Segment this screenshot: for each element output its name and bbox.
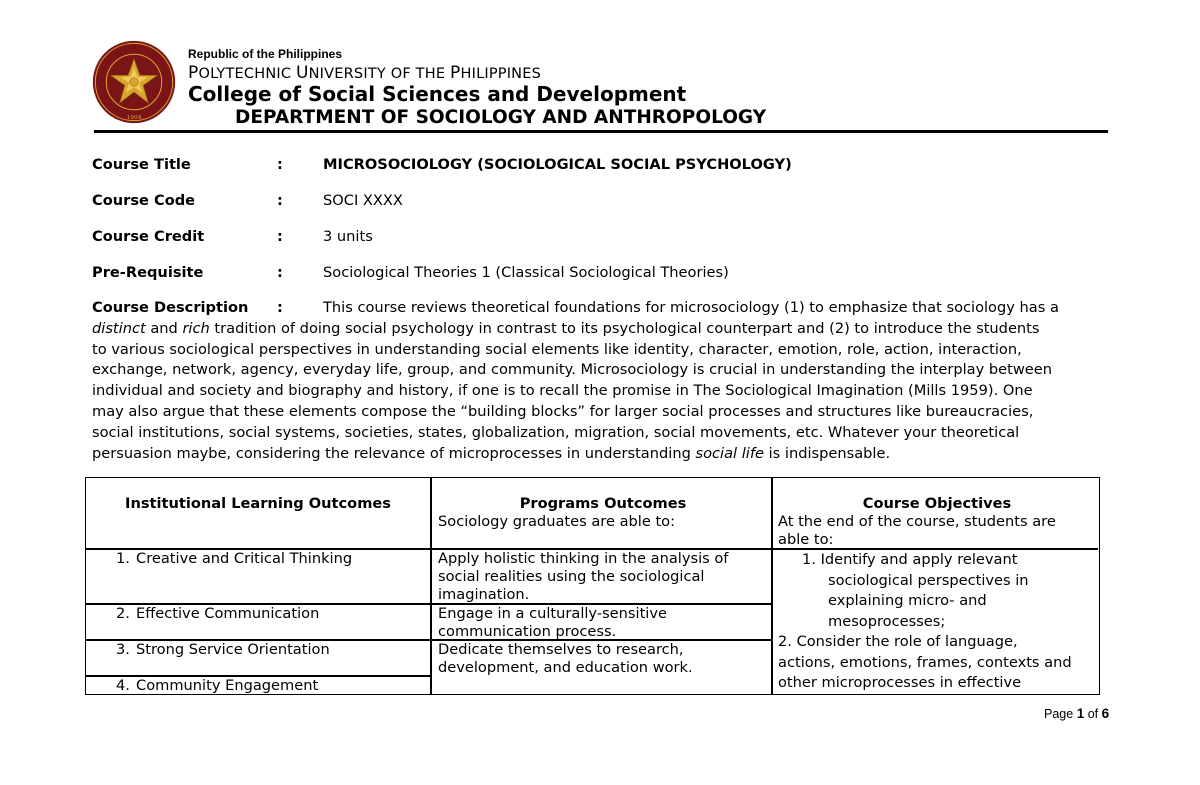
course-description: Course Description : This course reviews theoretical foundations for microsociology (1) to emphasize that sociology has a distinct and rich tradition of doing social psychology in contrast to its psychological counterpart and (2) to introduce the students to various sociological perspectives in understanding social elements like identity, character, emotion, role, action, interaction, exchange, network, agency, everyday life, group, and community. Microsociology is crucial in understanding the interplay between individual and society and biography and history, if one is to recall the promise in The Sociological Imagination (Mills 1959). One may also argue that these elements compose the “building blocks” for larger social processes and structures like bureaucracies, social institutions, social systems, societies, states, globalization, migration, social movements, etc. Whatever your theoretical persuasion maybe, considering the relevance of microprocesses in understanding social life is indispensable. — [92, 299, 1059, 462]
po-item: Apply holistic thinking in the analysis of social realities using the sociological imagination. — [438, 550, 729, 603]
svg-text:1904: 1904 — [126, 114, 142, 121]
course-code-label: Course Code — [92, 192, 196, 209]
course-title-value: MICROSOCIOLOGY (SOCIOLOGICAL SOCIAL PSYCHOLOGY) — [323, 156, 792, 173]
course-objectives-list: 1. Identify and apply relevant sociological perspectives in explaining micro- and mesoprocesses; 2. Consider the role of language, actions, emotions, frames, contexts and other microprocesses in effective — [778, 551, 1072, 691]
course-title-label: Course Title — [92, 156, 191, 173]
ilo-header: Institutional Learning Outcomes — [125, 495, 391, 512]
page-number: Page 1 of 6 — [1044, 706, 1110, 721]
course-description-label: Course Description — [92, 299, 249, 316]
course-credit-label: Course Credit — [92, 228, 205, 245]
republic-line: Republic of the Philippines — [188, 47, 343, 61]
university-name: POLYTECHNIC UNIVERSITY OF THE PHILIPPINES — [188, 63, 541, 83]
po-item: Dedicate themselves to research, development, and education work. — [438, 641, 693, 676]
course-code-value: SOCI XXXX — [323, 192, 403, 209]
outcomes-table — [85, 477, 1100, 695]
header-divider — [94, 130, 1108, 133]
university-seal-icon — [92, 40, 176, 124]
objectives-header-cell: Course Objectives At the end of the course, students are able to: — [778, 495, 1056, 548]
department-name: DEPARTMENT OF SOCIOLOGY AND ANTHROPOLOGY — [235, 107, 767, 128]
po-item: Engage in a culturally-sensitive communication process. — [438, 605, 667, 640]
ilo-item: 4. Community Engagement — [116, 677, 319, 694]
po-header-cell: Programs Outcomes Sociology graduates are able to: — [438, 495, 687, 530]
course-credit-value: 3 units — [323, 228, 373, 245]
prerequisite-label: Pre-Requisite — [92, 264, 204, 281]
ilo-item: 3. Strong Service Orientation — [116, 641, 330, 658]
prerequisite-value: Sociological Theories 1 (Classical Sociological Theories) — [323, 264, 729, 281]
ilo-item: 2. Effective Communication — [116, 605, 320, 622]
ilo-item: 1. Creative and Critical Thinking — [116, 550, 353, 567]
document-page: 1904 Republic of the Philippines POLYTECHNIC UNIVERSITY OF THE PHILIPPINES College of Social Sciences and Development DEPARTMENT OF SOCIOLOGY AND ANTHROPOLOGY Course Title : MICROSOCIOLOGY (SOCIOLOGICAL SOCIAL PSYCHOLOGY) Course Code : SOCI XXXX Course Credit : 3 units Pre-Requisite : Sociological Theories 1 (Classical Sociological Theories) Course Description : This course reviews theoretical foundations for microsociology (1) to emphasize that sociology has a distinct and rich tradition of doing social psychology in contrast to its psychological counterpart and (2) to introduce the students to various sociological perspectives in understanding social elements like identity, character, emotion, role, action, interaction, exchange, network, agency, everyday life, group, and community. Microsociology is crucial in understanding the interplay between individual and society and biography and history, if one is to recall the promise in The Sociological Imagination (Mills 1959). One may also argue that these elements compose the “building blocks” for larger social processes and structures like bureaucracies, social institutions, social systems, societies, states, globalization, migration, social movements, etc. Whatever your theoretical persuasion maybe, considering the relevance of microprocesses in understanding social life is indispensable. Institutional Learning Outcomes Programs Outcomes Sociology graduates are able to: Course Objectives At the end of the course, students are able to: 1. Creative and Critical Thinking 2. Effective Communication 3. Strong Service Orientation 4. Community Engagement Apply holistic thinking in the analysis of social realities using the sociological imagination. Engage in a culturally-sensitive communication process. Dedicate themselves to research, development, and education work. 1. Identify and apply relevant sociological perspectives in explaining micro- and mesoprocesses; 2. Consider the role of language, actions, emotions, frames, contexts and other microprocesses in effective Page 1 of 6 — [0, 0, 1200, 785]
college-name: College of Social Sciences and Development — [188, 82, 687, 106]
